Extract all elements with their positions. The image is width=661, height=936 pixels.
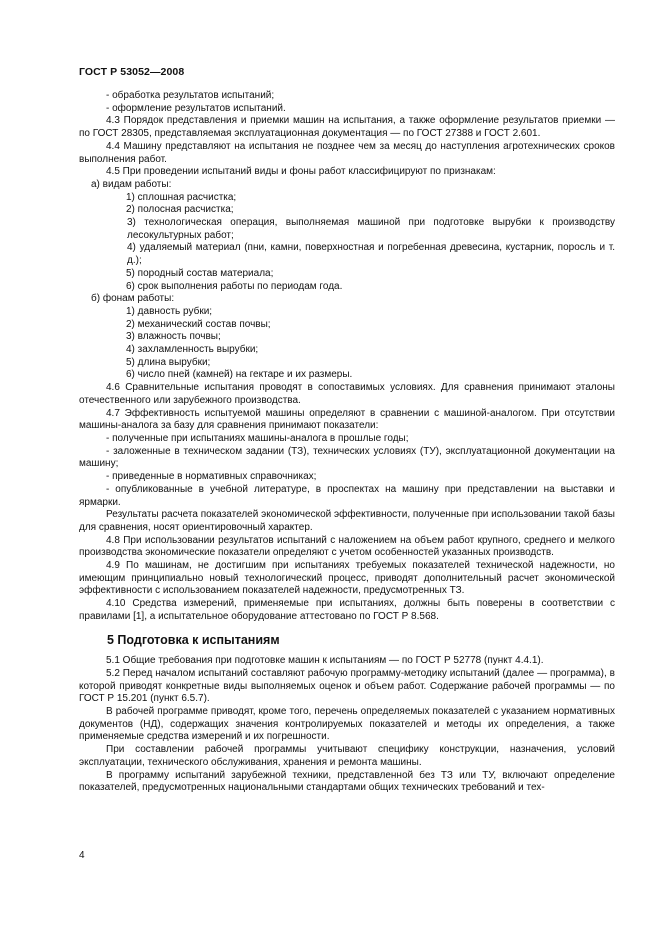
- clause-4-10: 4.10 Средства измерений, применяемые при испытаниях, должны быть поверены в соответствии с правилами [1], а испытательное оборудование аттестовано по ГОСТ Р 8.568.: [79, 598, 615, 622]
- clause-4-4: 4.4 Машину представляют на испытания не позднее чем за месяц до наступления агротехнических сроков выполнения работ.: [79, 140, 615, 165]
- clause-5-2: 5.2 Перед началом испытаний составляют рабочую программу-методику испытаний (далее — программа), в которой приводят конкретные виды выполняемых оценок и объем работ. Содержание рабочей программы — по ГОСТ Р 15.201 (пункт 6.5.7).: [79, 667, 615, 705]
- list-item-b: б) фонам работы:: [91, 293, 175, 305]
- list-item: 5) породный состав материала;: [126, 267, 274, 279]
- list-item-a: а) видам работы:: [91, 178, 172, 190]
- list-item: 6) срок выполнения работы по периодам года.: [126, 280, 343, 292]
- document-body: [79, 90, 615, 795]
- paragraph: Результаты расчета показателей экономической эффективности, полученные при использовании такой базы для сравнения, носят ориентировочный характер.: [79, 509, 615, 533]
- paragraph: В рабочей программе приводят, кроме того, перечень определяемых показателей с указанием нормативных документов (НД), содержащих значения контролируемых показателей и методы их определения, а также применяемые средства измерений и их погрешности.: [79, 706, 615, 743]
- list-item: - опубликованные в учебной литературе, в проспектах на машину при представлении на выставки и ярмарки.: [79, 483, 615, 508]
- document-code-header: ГОСТ Р 53052—2008: [79, 66, 185, 78]
- list-item: 4) захламленность вырубки;: [126, 344, 259, 356]
- list-item: 3) технологическая операция, выполняемая машиной при подготовке вырубки к производству лесокультурных работ;: [127, 217, 615, 241]
- section-heading-5: 5 Подготовка к испытаниям: [107, 632, 280, 647]
- page-number: 4: [79, 850, 85, 861]
- list-item: - оформление результатов испытаний.: [106, 102, 286, 114]
- list-item: - обработка результатов испытаний;: [106, 90, 275, 101]
- clause-4-9: 4.9 По машинам, не достигшим при испытаниях требуемых показателей технической надежности, но имеющим принципиально новый технологический процесс, приводят дополнительный расчет экономической эффективности с использованием показателей надежности, предусмотренных ТЗ.: [79, 560, 615, 597]
- paragraph: В программу испытаний зарубежной техники, представленной без ТЗ или ТУ, включают определение показателей, предусмотренных национальными стандартами общих технических требований и тех-: [79, 769, 615, 794]
- list-item: 4) удаляемый материал (пни, камни, поверхностная и погребенная древесина, кустарник, поросль и т. д.);: [127, 242, 615, 267]
- paragraph: При составлении рабочей программы учитывают специфику конструкции, назначения, условий эксплуатации, технического обслуживания, хранения и ремонта машины.: [79, 744, 615, 768]
- list-item: 3) влажность почвы;: [126, 331, 221, 343]
- list-item: - полученные при испытаниях машины-аналога в прошлые годы;: [106, 432, 409, 444]
- clause-4-8: 4.8 При использовании результатов испытаний с наложением на объем работ крупного, среднего и мелкого производства экономические показатели определяют с учетом особенностей указанных производств.: [79, 534, 615, 559]
- list-item: 2) механический состав почвы;: [126, 318, 271, 330]
- list-item: 5) длина вырубки;: [126, 356, 211, 368]
- list-item: 6) число пней (камней) на гектаре и их размеры.: [126, 369, 353, 381]
- list-item: - заложенные в техническом задании (ТЗ), технических условиях (ТУ), эксплуатационной документации на машину;: [79, 445, 615, 470]
- clause-4-3: 4.3 Порядок представления и приемки машин на испытания, а также оформление результатов приемки — по ГОСТ 28305, представляемая эксплуатационная документация — по ГОСТ 27388 и ГОСТ 2.601.: [79, 115, 615, 140]
- clause-4-6: 4.6 Сравнительные испытания проводят в сопоставимых условиях. Для сравнения принимают эталоны отечественного или зарубежного производства.: [79, 382, 615, 406]
- list-item: 1) давность рубки;: [126, 305, 213, 317]
- list-item: 2) полосная расчистка;: [126, 204, 234, 216]
- clause-4-5: 4.5 При проведении испытаний виды и фоны работ классифицируют по признакам:: [106, 166, 496, 178]
- clause-5-1: 5.1 Общие требования при подготовке машин к испытаниям — по ГОСТ Р 52778 (пункт 4.4.1).: [106, 655, 544, 667]
- clause-4-7: 4.7 Эффективность испытуемой машины определяют в сравнении с машиной-аналогом. При отсутствии машины-аналога за базу для сравнения принимают показатели:: [79, 407, 615, 432]
- list-item: - приведенные в нормативных справочниках;: [106, 471, 317, 483]
- list-item: 1) сплошная расчистка;: [126, 191, 237, 203]
